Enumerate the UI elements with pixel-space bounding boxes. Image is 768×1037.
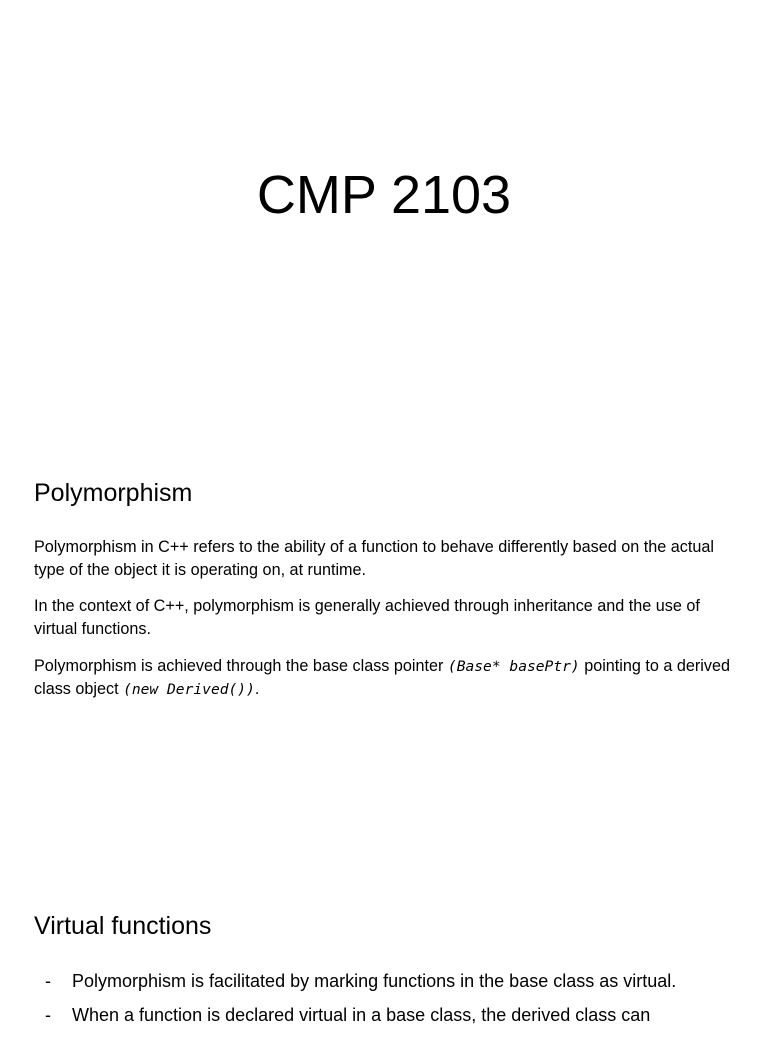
- paragraph-polymorphism-pointer: [34, 655, 734, 701]
- paragraph-polymorphism-context: In the context of C++, polymorphism is generally achieved through inheritance and the use of virtual functions.: [34, 597, 700, 638]
- list-item-text: Polymorphism is facilitated by marking functions in the base class as virtual.: [72, 971, 677, 991]
- code-snippet-base-pointer: (Base* basePtr): [447, 658, 580, 675]
- paragraph-polymorphism-definition: Polymorphism in C++ refers to the ability of a function to behave differently based on the actual type of the object it is operating on, at runtime.: [34, 538, 714, 579]
- list-item-text: When a function is declared virtual in a base class, the derived class can: [72, 1005, 651, 1025]
- list-item: [34, 1003, 734, 1028]
- virtual-functions-bullet-list: [34, 969, 734, 1037]
- text-run: .: [254, 680, 260, 698]
- list-item: [34, 969, 734, 994]
- text-run: pointing to a derived class object: [34, 657, 730, 698]
- document-title: CMP 2103: [256, 165, 512, 225]
- bullet-marker: -: [45, 1005, 51, 1025]
- code-snippet-new-derived: (new Derived()): [123, 681, 255, 698]
- section-heading-virtual-functions: Virtual functions: [34, 912, 212, 940]
- bullet-marker: -: [45, 971, 51, 991]
- section-heading-polymorphism: Polymorphism: [34, 479, 193, 507]
- text-run: Polymorphism is achieved through the base class pointer: [34, 657, 448, 675]
